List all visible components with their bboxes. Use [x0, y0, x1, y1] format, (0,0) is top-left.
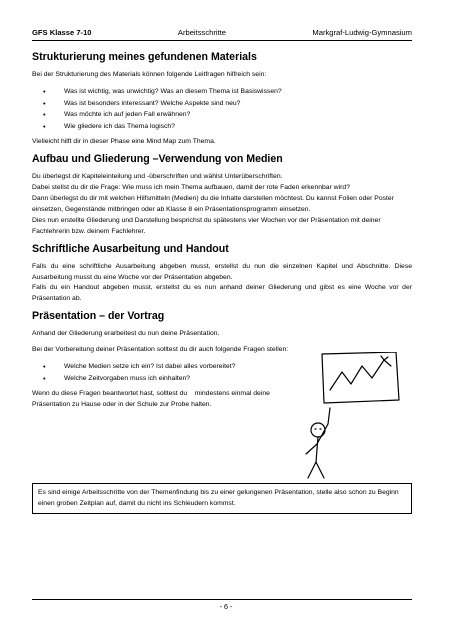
paragraph: Wenn du diese Fragen beantwortet hast, solltest du mindestens einmal deine	[32, 390, 270, 398]
paragraph: Vielleicht hilft dir in dieser Phase eine Mind Map zum Thema.	[32, 138, 216, 146]
paragraph: Dabei stellst du dir die Frage: Wie muss ich mein Thema aufbauen, damit der rote Faden erkennbar wird?	[32, 184, 350, 192]
section-structuring	[32, 51, 412, 148]
section-structure-media	[32, 153, 412, 237]
presenter-head	[311, 423, 325, 437]
presenter-body	[316, 437, 318, 462]
paragraph: Falls du eine schriftliche Ausarbeitung abgeben musst, erstellst du nun die einzelnen Kapitel und Abschnitte. Diese Ausarbeitung musst du eine Woche vor der Präsentation abgeben.	[32, 262, 412, 281]
paragraph: Dann überlegst du dir mit welchen Hilfsmitteln (Medien) du die Inhalte darstellen möchtest. Du kannst Folien oder Poster einsetzen, Gegenstände mitbringen oder ab Klasse 8 ein Präsentationsprogramm einsetzen.	[32, 195, 394, 213]
tip-box: Es sind einige Arbeitsschritte von der Themenfindung bis zu einer gelungenen Präsentation, stelle also schon zu Beginn einen groben Zeitplan auf, damit du nicht ins Schleudern kommst.	[32, 483, 412, 514]
footer-divider	[32, 599, 412, 600]
bullet-list	[32, 86, 412, 132]
header-course: GFS Klasse 7-10	[32, 28, 92, 37]
list-item: • Was ist wichtig, was unwichtig? Was an diesem Thema ist Basiswissen?	[32, 86, 412, 98]
list-item: • Welche Medien setze ich ein? Ist dabei alles vorbereitet?	[32, 361, 412, 373]
list-item: • Welche Zeitvorgaben muss ich einhalten?	[32, 373, 412, 385]
page-header	[32, 28, 412, 41]
paragraph: Dies nun erstellte Gliederung und Darstellung besprichst du spätestens vier Wochen vor der Präsentation mit deiner Fachlehrerin bzw. deinem Fachlehrer.	[32, 216, 381, 235]
paragraph: Falls du ein Handout abgeben musst, erstellst du es nun anhand deiner Gliederung und gibst es eine Woche vor der Präsentation ab.	[32, 284, 412, 303]
header-school: Markgraf-Ludwig-Gymnasium	[312, 28, 412, 37]
paragraph: Du überlegst dir Kapiteleinteilung und -überschriften und wählst Unterüberschriften.	[32, 173, 283, 181]
section-title: Aufbau und Gliederung –Verwendung von Medien	[32, 153, 283, 166]
list-item: • Was ist besonders interessant? Welche Aspekte sind neu?	[32, 98, 412, 110]
paragraph: Bei der Strukturierung des Materials können folgende Leitfragen hilfreich sein:	[32, 71, 267, 78]
board-chart-line	[330, 360, 391, 390]
header-topic: Arbeitsschritte	[177, 28, 227, 37]
section-title: Präsentation – der Vortrag	[32, 310, 165, 323]
page-number: - 6 -	[219, 602, 233, 611]
list-item: • Was möchte ich auf jeden Fall erwähnen?	[32, 109, 412, 121]
section-title: Schriftliche Ausarbeitung und Handout	[32, 242, 229, 255]
section-written-handout	[32, 243, 412, 306]
presenter-legs	[308, 462, 324, 478]
paragraph: Bei der Vorbereitung deiner Präsentation solltest du dir auch folgende Fragen stellen:	[32, 346, 289, 354]
paragraph: Anhand der Gliederung erarbeitest du nun deine Präsentation.	[32, 330, 220, 338]
list-item: • Wie gliedere ich das Thema logisch?	[32, 121, 412, 133]
presenter-illustration	[296, 352, 416, 482]
paragraph: Präsentation zu Hause oder in der Schule zur Probe halten.	[32, 401, 212, 409]
section-title: Strukturierung meines gefundenen Materials	[32, 51, 257, 63]
presentation-board	[322, 352, 399, 403]
